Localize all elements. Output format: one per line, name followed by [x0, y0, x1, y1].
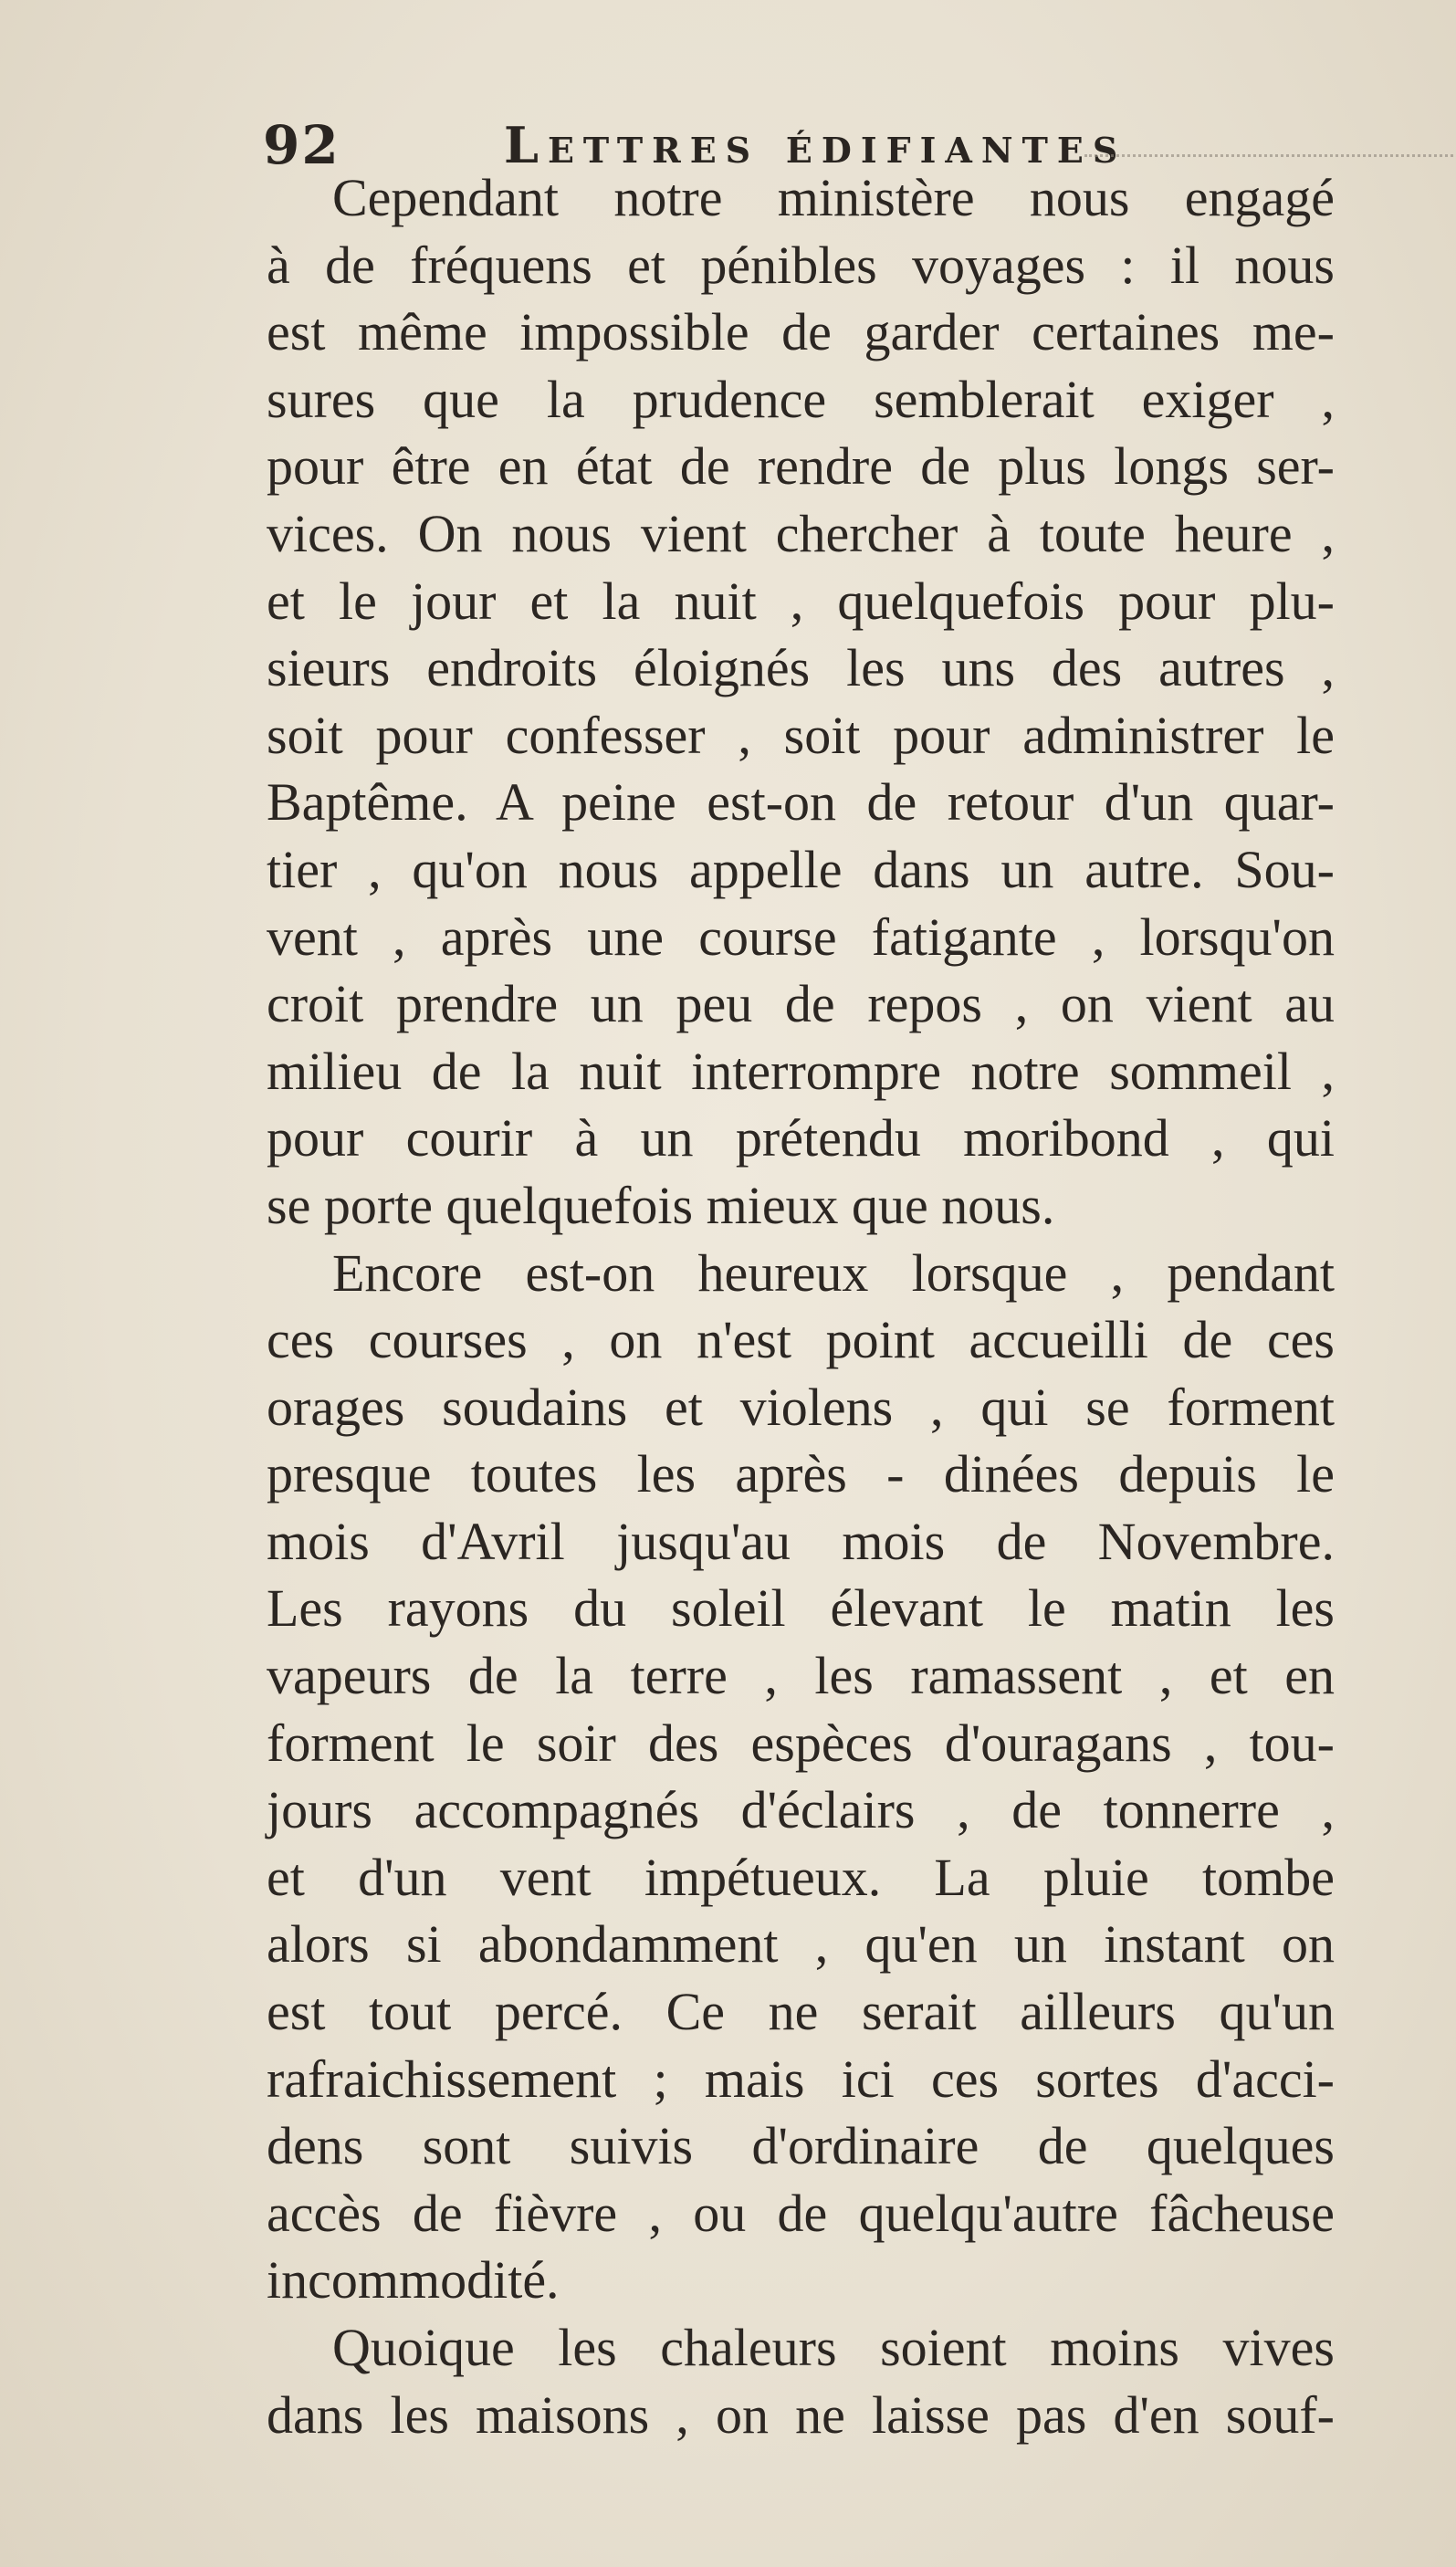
text-line: Les rayons du soleil élevant le matin les	[267, 1578, 1335, 1639]
text-line: est tout percé. Ce ne serait ailleurs qu'un	[267, 1982, 1335, 2042]
text-line: se porte quelquefois mieux que nous.	[267, 1175, 1055, 1235]
text-line: Quoique les chaleurs soient moins vives	[332, 2318, 1335, 2377]
text-line: pour courir à un prétendu moribond , qui	[267, 1108, 1335, 1168]
text-line: et le jour et la nuit , quelquefois pour plu-	[267, 571, 1335, 631]
text-line: à de fréquens et pénibles voyages : il nous	[267, 235, 1335, 295]
body-text	[267, 164, 1335, 2448]
text-line: vices. On nous vient chercher à toute heure ,	[267, 503, 1335, 563]
text-line: forment le soir des espèces d'ouragans , tou-	[267, 1713, 1335, 1773]
text-line: dans les maisons , on ne laisse pas d'en souf-	[267, 2384, 1335, 2445]
text-line: tier , qu'on nous appelle dans un autre. Sou-	[267, 839, 1335, 899]
text-line: dens sont suivis d'ordinaire de quelques	[267, 2116, 1335, 2176]
text-line: ces courses , on n'est point accueilli de ces	[267, 1310, 1335, 1370]
text-line: presque toutes les après - dinées depuis le	[267, 1444, 1335, 1504]
text-line: mois d'Avril jusqu'au mois de Novembre.	[267, 1511, 1335, 1571]
text-line: sures que la prudence semblerait exiger ,	[267, 369, 1335, 429]
running-title: Lettres édifiantes	[504, 116, 1127, 174]
header-rule	[1084, 154, 1456, 157]
text-line: pour être en état de rendre de plus longs ser-	[267, 436, 1335, 497]
text-line: incommodité.	[267, 2250, 560, 2310]
text-line: vapeurs de la terre , les ramassent , et en	[267, 1646, 1335, 1706]
text-line: Baptême. A peine est-on de retour d'un quar-	[267, 772, 1335, 833]
text-line: soit pour confesser , soit pour administrer le	[267, 705, 1335, 765]
text-line: Cependant notre ministère nous engagé	[332, 168, 1335, 227]
text-line: vent , après une course fatigante , lorsqu'on	[267, 906, 1335, 967]
text-line: croit prendre un peu de repos , on vient au	[267, 974, 1335, 1034]
text-line: est même impossible de garder certaines me-	[267, 302, 1335, 362]
text-line: et d'un vent impétueux. La pluie tombe	[267, 1847, 1335, 1907]
text-line: orages soudains et violens , qui se forment	[267, 1377, 1335, 1437]
text-line: sieurs endroits éloignés les uns des autres ,	[267, 638, 1335, 698]
text-line: accès de fièvre , ou de quelqu'autre fâcheuse	[267, 2183, 1335, 2243]
text-line: alors si abondamment , qu'en un instant on	[267, 1914, 1335, 1975]
text-line: Encore est-on heureux lorsque , pendant	[332, 1242, 1335, 1303]
text-line: rafraichissement ; mais ici ces sortes d'acci-	[267, 2048, 1335, 2109]
page-number: 92	[263, 114, 340, 176]
text-line: milieu de la nuit interrompre notre sommeil ,	[267, 1041, 1335, 1101]
text-line: jours accompagnés d'éclairs , de tonnerre ,	[267, 1780, 1335, 1840]
